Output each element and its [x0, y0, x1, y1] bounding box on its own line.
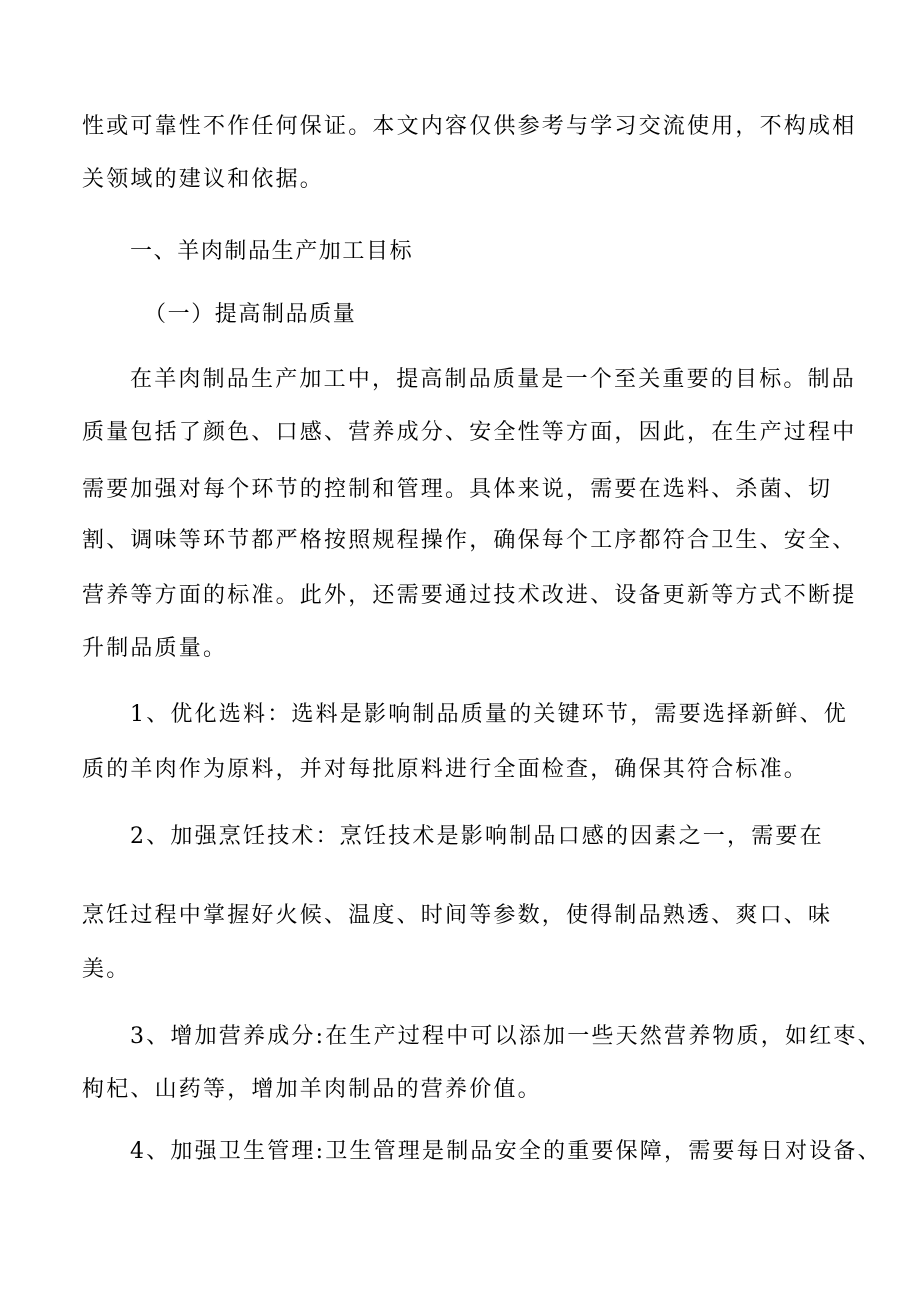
body-text-line: 性或可靠性不作任何保证。本文内容仅供参考与学习交流使用，不构成相: [82, 114, 857, 139]
paragraph-line: 需要加强对每个环节的控制和管理。具体来说，需要在选料、杀菌、切: [82, 477, 833, 502]
paragraph-line: 在羊肉制品生产加工中，提高制品质量是一个至关重要的目标。制品: [130, 367, 857, 392]
list-item-line: 1、优化选料：选料是影响制品质量的关键环节，需要选择新鲜、优: [130, 702, 848, 727]
paragraph-line: 升制品质量。: [82, 636, 228, 661]
list-item-line: 4、加强卫生管理:卫生管理是制品安全的重要保障，需要每日对设备、: [130, 1139, 882, 1164]
paragraph-line: 营养等方面的标准。此外，还需要通过技术改进、设备更新等方式不断提: [82, 583, 857, 608]
list-item-line: 2、加强烹饪技术：烹饪技术是影响制品口感的因素之一，需要在: [130, 824, 824, 849]
paragraph-line: 割、调味等环节都严格按照规程操作，确保每个工序都符合卫生、安全、: [82, 528, 857, 553]
body-text-line: 关领域的建议和依据。: [82, 167, 325, 192]
list-item-line: 烹饪过程中掌握好火候、温度、时间等参数，使得制品熟透、爽口、味: [82, 903, 833, 928]
list-item-line: 3、增加营养成分:在生产过程中可以添加一些天然营养物质，如红枣、: [130, 1024, 882, 1049]
subsection-heading: （一）提高制品质量: [144, 302, 357, 327]
section-heading: 一、羊肉制品生产加工目标: [130, 239, 414, 264]
paragraph-line: 质量包括了颜色、口感、营养成分、安全性等方面，因此，在生产过程中: [82, 420, 857, 445]
list-item-line: 枸杞、山药等，增加羊肉制品的营养价值。: [82, 1077, 542, 1102]
list-item-line: 美。: [82, 957, 131, 982]
list-item-line: 质的羊肉作为原料，并对每批原料进行全面检查，确保其符合标准。: [82, 757, 809, 782]
